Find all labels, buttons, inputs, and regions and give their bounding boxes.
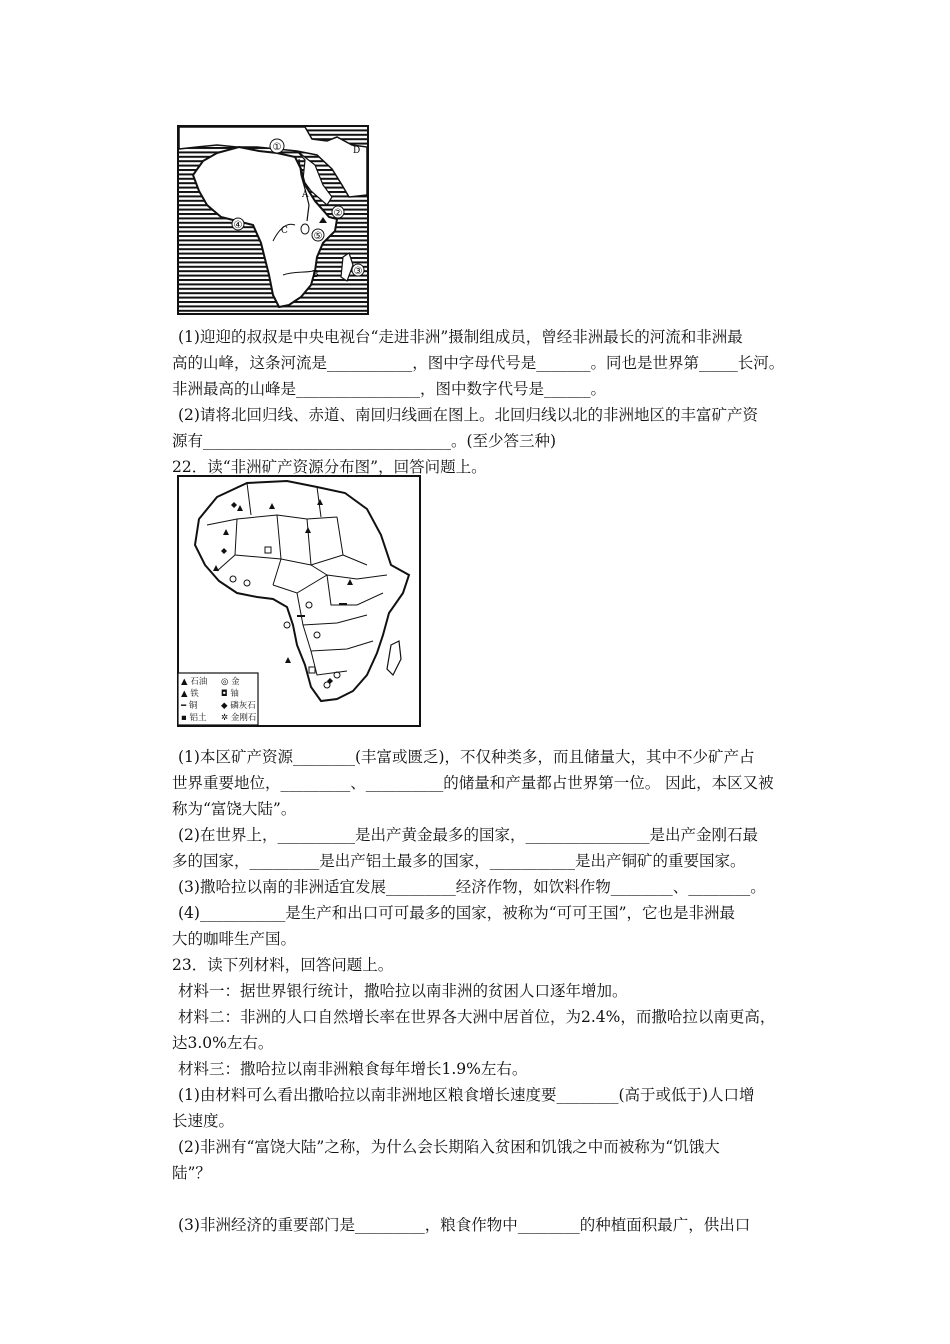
q23-material-3: 材料三：撒哈拉以南非洲粮食每年增长1.9%左右。 <box>178 1060 528 1078</box>
q22-p1-line1: (1)本区矿产资源________(丰富或匮乏)，不仅种类多，而且储量大，其中不少矿产占 <box>178 748 755 766</box>
q23-p2-line1: (2)非洲有“富饶大陆”之称，为什么会长期陷入贫困和饥饿之中而被称为“饥饿大 <box>178 1138 720 1156</box>
q21-p2-line1: (2)请将北回归线、赤道、南回归线画在图上。北回归线以北的非洲地区的丰富矿产资 <box>178 406 758 424</box>
q23-title: 23．读下列材料，回答问题上。 <box>172 956 394 974</box>
africa-map-rivers-mountains <box>177 125 369 315</box>
q22-p1-line2: 世界重要地位，_________、__________的储量和产量都占世界第一位。 因此，本区又被 <box>172 774 774 792</box>
q21-p1-line2: 高的山峰，这条河流是___________，图中字母代号是_______。同也是世界第_____长河。 <box>172 354 785 372</box>
map-label-b: B <box>312 270 319 280</box>
q22-p4-line2: 大的咖啡生产国。 <box>172 930 297 948</box>
legend-bauxite: ▪ 铝土 <box>181 713 207 723</box>
map-label-5: ⑤ <box>313 231 323 242</box>
q23-p1-line2: 长速度。 <box>172 1112 235 1130</box>
q23-p1-line1: (1)由材料可么看出撒哈拉以南非洲地区粮食增长速度要________(高于或低于)人口增 <box>178 1086 755 1104</box>
q23-p3-line1: (3)非洲经济的重要部门是_________，粮食作物中________的种植面积最广，供出口 <box>178 1216 751 1234</box>
legend-diamond: ✲ 金刚石 <box>221 713 257 723</box>
q21-p1-line1: (1)迎迎的叔叔是中央电视台“走进非洲”摄制组成员，曾经非洲最长的河流和非洲最 <box>178 328 743 346</box>
legend-uranium: ◘ 铀 <box>221 689 239 699</box>
africa-mineral-map <box>177 475 421 727</box>
map-label-3: ③ <box>353 266 363 277</box>
q21-p2-line2: 源有________________________________。(至少答三种) <box>172 432 557 450</box>
legend-iron: ▲ 铁 <box>181 689 199 699</box>
q23-material-2-line1: 材料二：非洲的人口自然增长率在世界各大洲中居首位，为2.4%，而撒哈拉以南更高， <box>178 1008 776 1026</box>
q22-p1-line3: 称为“富饶大陆”。 <box>172 800 297 818</box>
map-label-a: A <box>302 190 309 200</box>
q23-p2-line2: 陆”？ <box>172 1164 211 1182</box>
legend-copper: ━ 铜 <box>181 701 198 711</box>
q22-p2-line2: 多的国家，_________是出产铝土最多的国家，___________是出产铜矿的重要国家。 <box>172 852 746 870</box>
q21-p1-line3: 非洲最高的山峰是________________，图中数字代号是______。 <box>172 380 607 398</box>
map-label-c: C <box>281 226 288 236</box>
legend-gold: ◎ 金 <box>221 677 240 687</box>
legend-phosphate: ◆ 磷灰石 <box>221 701 256 711</box>
q23-material-1: 材料一：据世界银行统计，撒哈拉以南非洲的贫困人口逐年增加。 <box>178 982 628 1000</box>
map-label-2: ② <box>333 208 343 219</box>
q22-title: 22．读“非洲矿产资源分布图”，回答问题上。 <box>172 458 487 476</box>
map-label-d: D <box>353 146 361 156</box>
legend-oil: ▲ 石油 <box>181 677 208 687</box>
map-label-4: ④ <box>233 220 243 231</box>
q23-material-2-line2: 达3.0%左右。 <box>172 1034 274 1052</box>
map-label-1: ① <box>272 142 282 153</box>
q22-p2-line1: (2)在世界上，__________是出产黄金最多的国家，________________是出产金刚石最 <box>178 826 758 844</box>
q22-p4-line1: (4)___________是生产和出口可可最多的国家，被称为“可可王国”，它也是非洲最 <box>178 904 736 922</box>
q22-p3-line1: (3)撒哈拉以南的非洲适宜发展_________经济作物，如饮料作物________、________。 <box>178 878 766 896</box>
